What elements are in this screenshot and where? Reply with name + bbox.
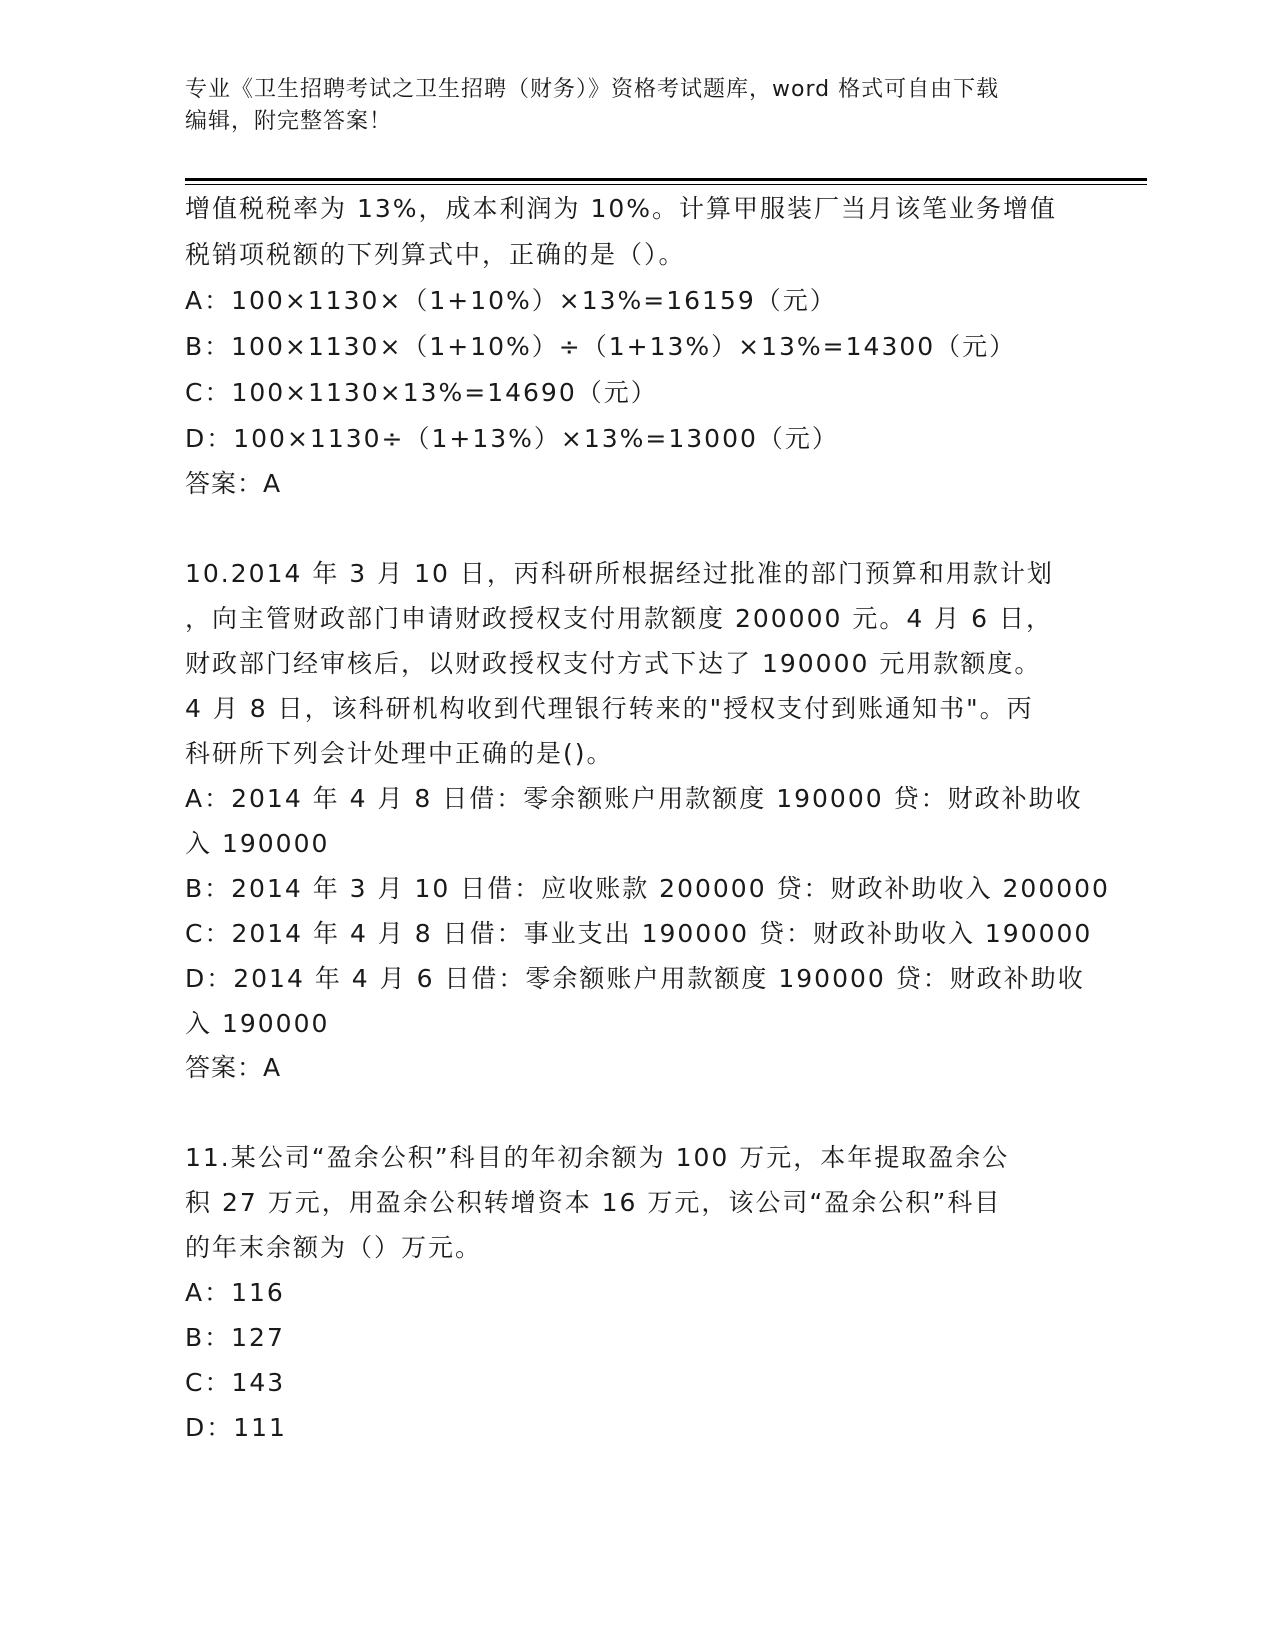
- option-d-continued: 入 190000: [185, 1009, 330, 1038]
- question-stem-line: 增值税税率为 13%，成本利润为 10%。计算甲服装厂当月该笔业务增值: [185, 194, 1058, 223]
- question-10: [185, 551, 1110, 1090]
- question-spacer: [185, 1090, 1085, 1135]
- option-c: C：2014 年 4 月 8 日借：事业支出 190000 贷：财政补助收入 190000: [185, 919, 1093, 948]
- question-stem-line: ，向主管财政部门申请财政授权支付用款额度 200000 元。4 月 6 日，: [185, 604, 1053, 633]
- question-spacer: [185, 506, 1085, 551]
- question-stem-line: 的年末余额为（）万元。: [185, 1233, 483, 1262]
- option-a: A：100×1130×（1+10%）×13%=16159（元）: [185, 286, 837, 315]
- option-d: D：2014 年 4 月 6 日借：零余额账户用款额度 190000 贷：财政补助收: [185, 964, 1085, 993]
- question-stem-line: 11.某公司“盈余公积”科目的年初余额为 100 万元，本年提取盈余公: [185, 1143, 1010, 1172]
- answer-label: 答案：A: [185, 1053, 282, 1082]
- header-divider: [185, 178, 1147, 181]
- header-line: 专业《卫生招聘考试之卫生招聘（财务）》资格考试题库，word 格式可自由下载: [185, 77, 1000, 102]
- question-stem-line: 财政部门经审核后，以财政授权支付方式下达了 190000 元用款额度。: [185, 649, 1042, 678]
- option-b: B：127: [185, 1323, 285, 1352]
- question-stem-line: 10.2014 年 3 月 10 日，丙科研所根据经过批准的部门预算和用款计划: [185, 559, 1054, 588]
- question-stem-line: 积 27 万元，用盈余公积转增资本 16 万元，该公司“盈余公积”科目: [185, 1188, 1002, 1217]
- option-a-continued: 入 190000: [185, 829, 330, 858]
- option-c: C：100×1130×13%=14690（元）: [185, 378, 658, 407]
- option-a: A：2014 年 4 月 8 日借：零余额账户用款额度 190000 贷：财政补助收: [185, 784, 1083, 813]
- option-d: D：111: [185, 1413, 287, 1442]
- question-11: [185, 1135, 1085, 1450]
- header-line: 编辑，附完整答案！: [185, 109, 393, 134]
- question-stem-line: 税销项税额的下列算式中，正确的是（）。: [185, 240, 686, 269]
- option-a: A：116: [185, 1278, 285, 1307]
- document-header: [185, 74, 1085, 138]
- header-divider-thin: [185, 184, 1147, 185]
- answer-label: 答案：A: [185, 469, 282, 498]
- option-b: B：2014 年 3 月 10 日借：应收账款 200000 贷：财政补助收入 200000: [185, 874, 1110, 903]
- question-9: [185, 186, 1085, 506]
- question-stem-line: 科研所下列会计处理中正确的是()。: [185, 739, 614, 768]
- question-list: [185, 186, 1110, 1450]
- option-b: B：100×1130×（1+10%）÷（1+13%）×13%=14300（元）: [185, 332, 1017, 361]
- question-stem-line: 4 月 8 日，该科研机构收到代理银行转来的"授权支付到账通知书"。丙: [185, 694, 1034, 723]
- option-d: D：100×1130÷（1+13%）×13%=13000（元）: [185, 424, 839, 453]
- option-c: C：143: [185, 1368, 286, 1397]
